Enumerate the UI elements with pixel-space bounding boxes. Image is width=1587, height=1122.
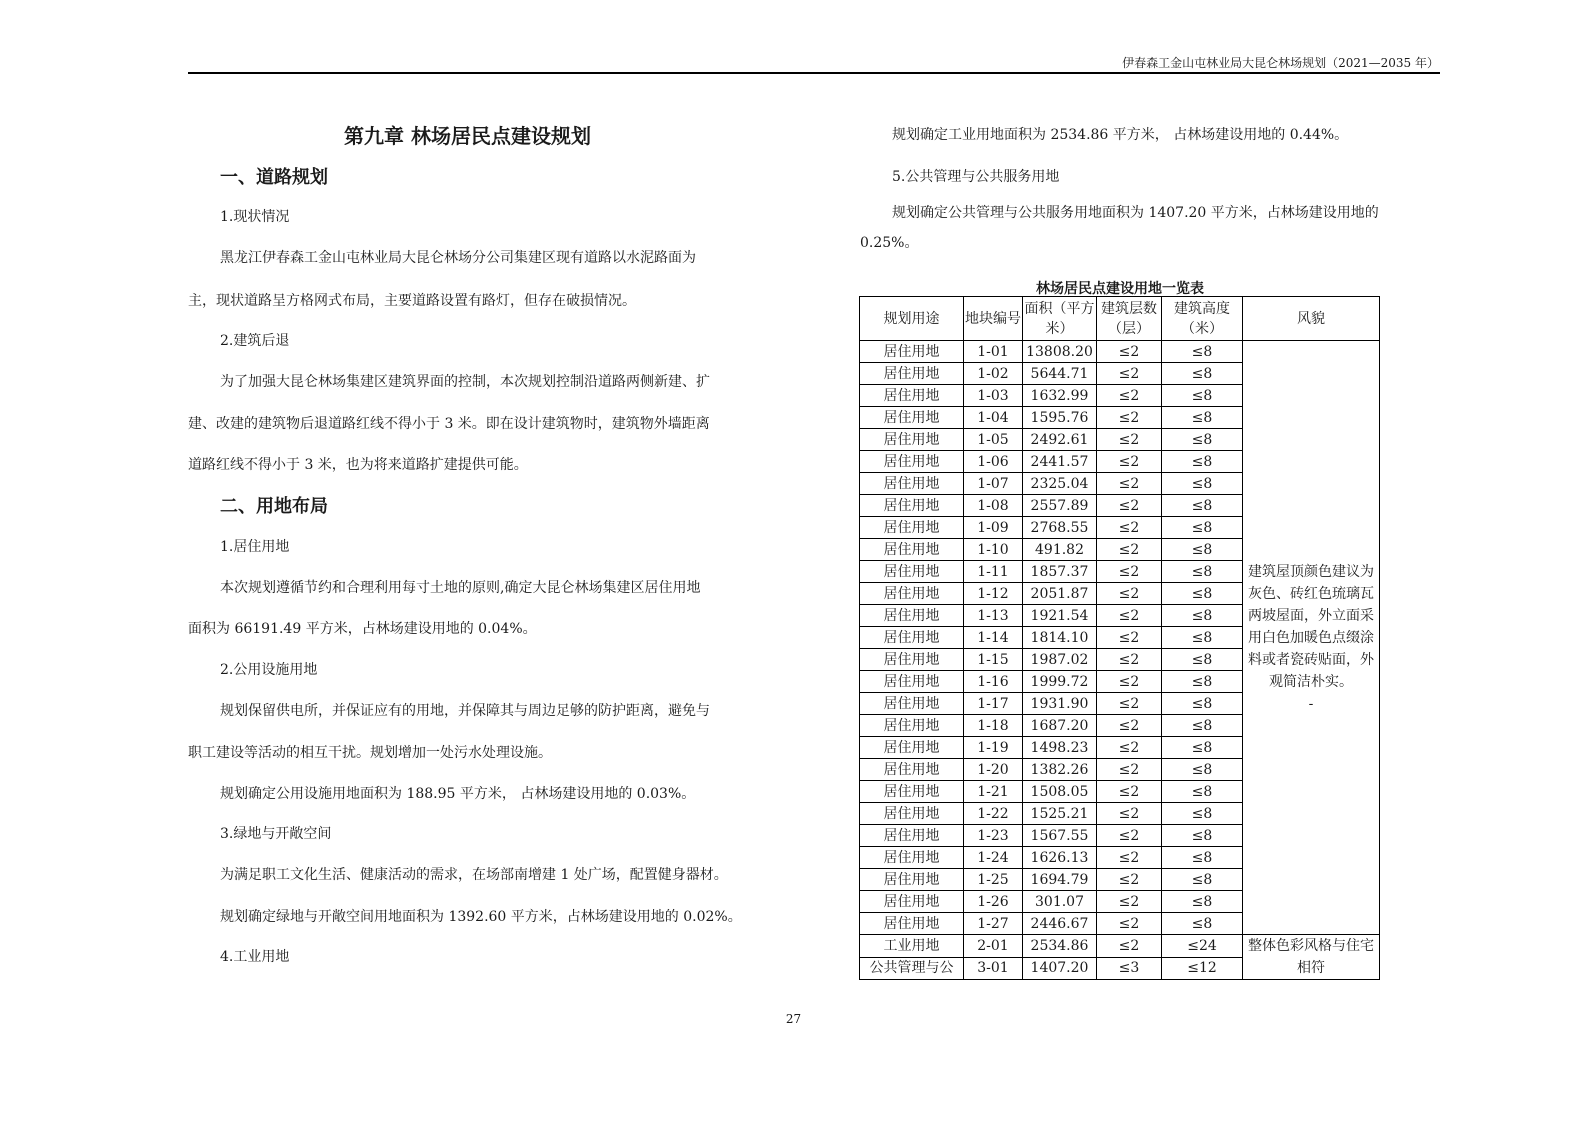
table-cell: 1-11	[964, 561, 1023, 583]
table-cell: 2441.57	[1023, 451, 1097, 473]
table-cell: 居住用地	[860, 363, 964, 385]
table-cell: 1-02	[964, 363, 1023, 385]
table-cell: 1-07	[964, 473, 1023, 495]
table-cell: 居住用地	[860, 605, 964, 627]
table-cell: ≤8	[1162, 913, 1243, 935]
table-cell: ≤8	[1162, 605, 1243, 627]
table-cell: 1-16	[964, 671, 1023, 693]
table-cell: 1-15	[964, 649, 1023, 671]
table-cell: ≤8	[1162, 583, 1243, 605]
running-header: 伊春森工金山屯林业局大昆仑林场规划（2021—2035 年）	[1122, 56, 1439, 70]
table-cell: ≤2	[1097, 759, 1162, 781]
table-cell: 1-10	[964, 539, 1023, 561]
table-cell: ≤24	[1162, 935, 1243, 958]
subsection-title-public: 5.公共管理与公共服务用地	[892, 169, 1060, 185]
subsection-title-status: 1.现状情况	[220, 209, 290, 225]
table-cell: 居住用地	[860, 517, 964, 539]
table-cell: 491.82	[1023, 539, 1097, 561]
table-cell: 居住用地	[860, 803, 964, 825]
table-cell: 1687.20	[1023, 715, 1097, 737]
table-cell: 居住用地	[860, 539, 964, 561]
table-cell: ≤8	[1162, 363, 1243, 385]
table-cell: 居住用地	[860, 869, 964, 891]
table-cell: 2051.87	[1023, 583, 1097, 605]
table-cell: 1-05	[964, 429, 1023, 451]
table-header-cell: 面积（平方米）	[1023, 297, 1097, 341]
table-cell: 居住用地	[860, 825, 964, 847]
header-rule	[188, 72, 1440, 74]
table-cell: ≤2	[1097, 649, 1162, 671]
table-cell: 居住用地	[860, 715, 964, 737]
table-cell: 居住用地	[860, 913, 964, 935]
table-cell: 居住用地	[860, 649, 964, 671]
table-cell: 居住用地	[860, 583, 964, 605]
subsection-title-green: 3.绿地与开敞空间	[220, 826, 332, 842]
table-cell: ≤8	[1162, 671, 1243, 693]
table-cell: ≤2	[1097, 847, 1162, 869]
table-cell: ≤3	[1097, 957, 1162, 980]
style-note-text: 建筑屋顶颜色建议为灰色、砖红色琉璃瓦两坡屋面，外立面采用白色加暖色点缀涂料或者瓷砖贴面，外观简洁朴实。	[1248, 563, 1374, 690]
table-cell: 2325.04	[1023, 473, 1097, 495]
table-cell: 1857.37	[1023, 561, 1097, 583]
table-cell: 居住用地	[860, 451, 964, 473]
table-cell: ≤2	[1097, 561, 1162, 583]
table-cell: ≤8	[1162, 737, 1243, 759]
table-cell: ≤2	[1097, 583, 1162, 605]
table-cell: 居住用地	[860, 473, 964, 495]
table-cell: ≤2	[1097, 385, 1162, 407]
table-cell: 1-08	[964, 495, 1023, 517]
table-cell: 1-22	[964, 803, 1023, 825]
paragraph-line: 本次规划遵循节约和合理利用每寸土地的原则,确定大昆仑林场集建区居住用地	[220, 580, 701, 596]
table-cell: ≤8	[1162, 451, 1243, 473]
table-title: 林场居民点建设用地一览表	[1036, 281, 1204, 297]
table-cell: 居住用地	[860, 847, 964, 869]
paragraph-line: 为满足职工文化生活、健康活动的需求，在场部南增建 1 处广场，配置健身器材。	[220, 867, 728, 883]
table-cell: ≤8	[1162, 715, 1243, 737]
paragraph-line: 规划确定工业用地面积为 2534.86 平方米， 占林场建设用地的 0.44%。	[892, 127, 1349, 143]
table-cell: 公共管理与公	[860, 957, 964, 980]
table-header-row	[860, 297, 1380, 341]
table-cell: ≤8	[1162, 517, 1243, 539]
paragraph-line: 建、改建的建筑物后退道路红线不得小于 3 米。即在设计建筑物时，建筑物外墙距离	[188, 416, 710, 432]
table-cell: 1595.76	[1023, 407, 1097, 429]
table-cell: ≤8	[1162, 407, 1243, 429]
section-title-roads: 一、道路规划	[220, 167, 328, 188]
table-cell: 1-13	[964, 605, 1023, 627]
paragraph-line: 规划确定公共管理与公共服务用地面积为 1407.20 平方米，占林场建设用地的	[892, 205, 1379, 221]
table-cell: ≤8	[1162, 495, 1243, 517]
table-cell: 居住用地	[860, 693, 964, 715]
table-cell: 1-20	[964, 759, 1023, 781]
table-cell: 1-01	[964, 341, 1023, 363]
table-cell: ≤2	[1097, 671, 1162, 693]
table-cell: 2557.89	[1023, 495, 1097, 517]
section-title-landuse: 二、用地布局	[220, 496, 328, 517]
table-cell: ≤8	[1162, 429, 1243, 451]
table-header-cell: 地块编号	[964, 297, 1023, 341]
table-cell: ≤2	[1097, 869, 1162, 891]
table-cell: 1626.13	[1023, 847, 1097, 869]
table-cell: ≤2	[1097, 737, 1162, 759]
table-cell: 1-26	[964, 891, 1023, 913]
table-cell: ≤8	[1162, 803, 1243, 825]
table-header-cell: 建筑高度（米）	[1162, 297, 1243, 341]
table-cell: 301.07	[1023, 891, 1097, 913]
table-cell: ≤8	[1162, 891, 1243, 913]
table-cell: 1525.21	[1023, 803, 1097, 825]
table-cell: ≤2	[1097, 495, 1162, 517]
paragraph-line: 规划确定绿地与开敞空间用地面积为 1392.60 平方米，占林场建设用地的 0.02%。	[220, 909, 742, 925]
table-cell: 居住用地	[860, 759, 964, 781]
table-cell: 1-27	[964, 913, 1023, 935]
table-cell: ≤2	[1097, 693, 1162, 715]
table-cell: 1-21	[964, 781, 1023, 803]
table-cell: 2-01	[964, 935, 1023, 958]
table-cell: 1-23	[964, 825, 1023, 847]
table-row	[860, 341, 1380, 363]
table-cell: 1382.26	[1023, 759, 1097, 781]
subsection-title-setback: 2.建筑后退	[220, 333, 290, 349]
table-cell: ≤2	[1097, 517, 1162, 539]
table-cell: ≤8	[1162, 649, 1243, 671]
table-cell: ≤2	[1097, 451, 1162, 473]
chapter-title: 第九章 林场居民点建设规划	[344, 124, 591, 148]
table-cell: 13808.20	[1023, 341, 1097, 363]
table-cell: 居住用地	[860, 561, 964, 583]
table-cell: 1-12	[964, 583, 1023, 605]
table-cell: 1-19	[964, 737, 1023, 759]
table-cell: 2534.86	[1023, 935, 1097, 958]
table-cell: ≤2	[1097, 825, 1162, 847]
table-cell: ≤2	[1097, 605, 1162, 627]
table-cell: ≤2	[1097, 363, 1162, 385]
paragraph-line: 规划确定公用设施用地面积为 188.95 平方米， 占林场建设用地的 0.03%。	[220, 786, 696, 802]
table-cell: 1508.05	[1023, 781, 1097, 803]
style-note-dash: -	[1308, 695, 1314, 712]
table-cell: 1407.20	[1023, 957, 1097, 980]
table-cell: 居住用地	[860, 429, 964, 451]
table-cell: 居住用地	[860, 737, 964, 759]
table-cell: 1-06	[964, 451, 1023, 473]
table-cell: 居住用地	[860, 341, 964, 363]
table-cell: 1987.02	[1023, 649, 1097, 671]
table-cell: 1-14	[964, 627, 1023, 649]
table-cell: 居住用地	[860, 671, 964, 693]
table-cell: 居住用地	[860, 891, 964, 913]
table-cell: 1921.54	[1023, 605, 1097, 627]
paragraph-line: 面积为 66191.49 平方米，占林场建设用地的 0.04%。	[188, 621, 537, 637]
land-use-table	[859, 296, 1380, 980]
style-note-residential	[1243, 341, 1380, 935]
table-cell: ≤2	[1097, 429, 1162, 451]
subsection-title-industrial: 4.工业用地	[220, 949, 290, 965]
table-cell: ≤2	[1097, 407, 1162, 429]
paragraph-line: 规划保留供电所，并保证应有的用地，并保障其与周边足够的防护距离，避免与	[220, 703, 710, 719]
table-cell: ≤2	[1097, 803, 1162, 825]
table-cell: 居住用地	[860, 385, 964, 407]
table-cell: 1694.79	[1023, 869, 1097, 891]
paragraph-line: 道路红线不得小于 3 米，也为将来道路扩建提供可能。	[188, 457, 528, 473]
table-cell: ≤2	[1097, 341, 1162, 363]
table-cell: 1814.10	[1023, 627, 1097, 649]
table-cell: ≤2	[1097, 935, 1162, 958]
table-cell: ≤8	[1162, 385, 1243, 407]
table-cell: 1931.90	[1023, 693, 1097, 715]
table-cell: ≤2	[1097, 913, 1162, 935]
table-cell: 2768.55	[1023, 517, 1097, 539]
table-cell: 1-25	[964, 869, 1023, 891]
table-cell: 1-03	[964, 385, 1023, 407]
paragraph-line: 0.25%。	[860, 235, 919, 251]
table-header-cell: 规划用途	[860, 297, 964, 341]
table-cell: ≤8	[1162, 825, 1243, 847]
paragraph-line: 职工建设等活动的相互干扰。规划增加一处污水处理设施。	[188, 745, 552, 761]
table-header-cell: 建筑层数（层）	[1097, 297, 1162, 341]
table-cell: 居住用地	[860, 407, 964, 429]
table-cell: ≤8	[1162, 693, 1243, 715]
table-cell: ≤2	[1097, 781, 1162, 803]
table-cell: ≤8	[1162, 759, 1243, 781]
paragraph-line: 黑龙江伊春森工金山屯林业局大昆仑林场分公司集建区现有道路以水泥路面为	[220, 250, 696, 266]
style-note-other: 整体色彩风格与住宅相符	[1243, 935, 1380, 980]
table-cell: 居住用地	[860, 627, 964, 649]
table-cell: 2492.61	[1023, 429, 1097, 451]
paragraph-line: 主，现状道路呈方格网式布局，主要道路设置有路灯，但存在破损情况。	[188, 293, 636, 309]
paragraph-line: 为了加强大昆仑林场集建区建筑界面的控制，本次规划控制沿道路两侧新建、扩	[220, 374, 710, 390]
table-cell: 1567.55	[1023, 825, 1097, 847]
subsection-title-utility: 2.公用设施用地	[220, 662, 318, 678]
table-cell: ≤2	[1097, 715, 1162, 737]
table-cell: ≤8	[1162, 781, 1243, 803]
table-cell: 1999.72	[1023, 671, 1097, 693]
table-cell: 3-01	[964, 957, 1023, 980]
table-cell: ≤8	[1162, 627, 1243, 649]
page-number: 27	[785, 1012, 802, 1026]
table-cell: 1-17	[964, 693, 1023, 715]
table-cell: ≤8	[1162, 473, 1243, 495]
table-cell: 居住用地	[860, 495, 964, 517]
table-cell: ≤8	[1162, 561, 1243, 583]
table-cell: ≤2	[1097, 627, 1162, 649]
table-cell: ≤12	[1162, 957, 1243, 980]
table-cell: ≤2	[1097, 473, 1162, 495]
table-cell: ≤8	[1162, 869, 1243, 891]
table-cell: ≤8	[1162, 539, 1243, 561]
table-cell: 5644.71	[1023, 363, 1097, 385]
table-row	[860, 935, 1380, 958]
table-cell: ≤2	[1097, 539, 1162, 561]
table-cell: 1-24	[964, 847, 1023, 869]
table-cell: ≤8	[1162, 341, 1243, 363]
table-cell: 1-18	[964, 715, 1023, 737]
subsection-title-residential: 1.居住用地	[220, 539, 290, 555]
table-cell: 居住用地	[860, 781, 964, 803]
table-cell: 1-09	[964, 517, 1023, 539]
table-cell: 1632.99	[1023, 385, 1097, 407]
table-cell: 1498.23	[1023, 737, 1097, 759]
table-cell: 工业用地	[860, 935, 964, 958]
table-cell: 2446.67	[1023, 913, 1097, 935]
table-cell: ≤2	[1097, 891, 1162, 913]
table-cell: 1-04	[964, 407, 1023, 429]
table-cell: ≤8	[1162, 847, 1243, 869]
table-header-cell: 风貌	[1243, 297, 1380, 341]
